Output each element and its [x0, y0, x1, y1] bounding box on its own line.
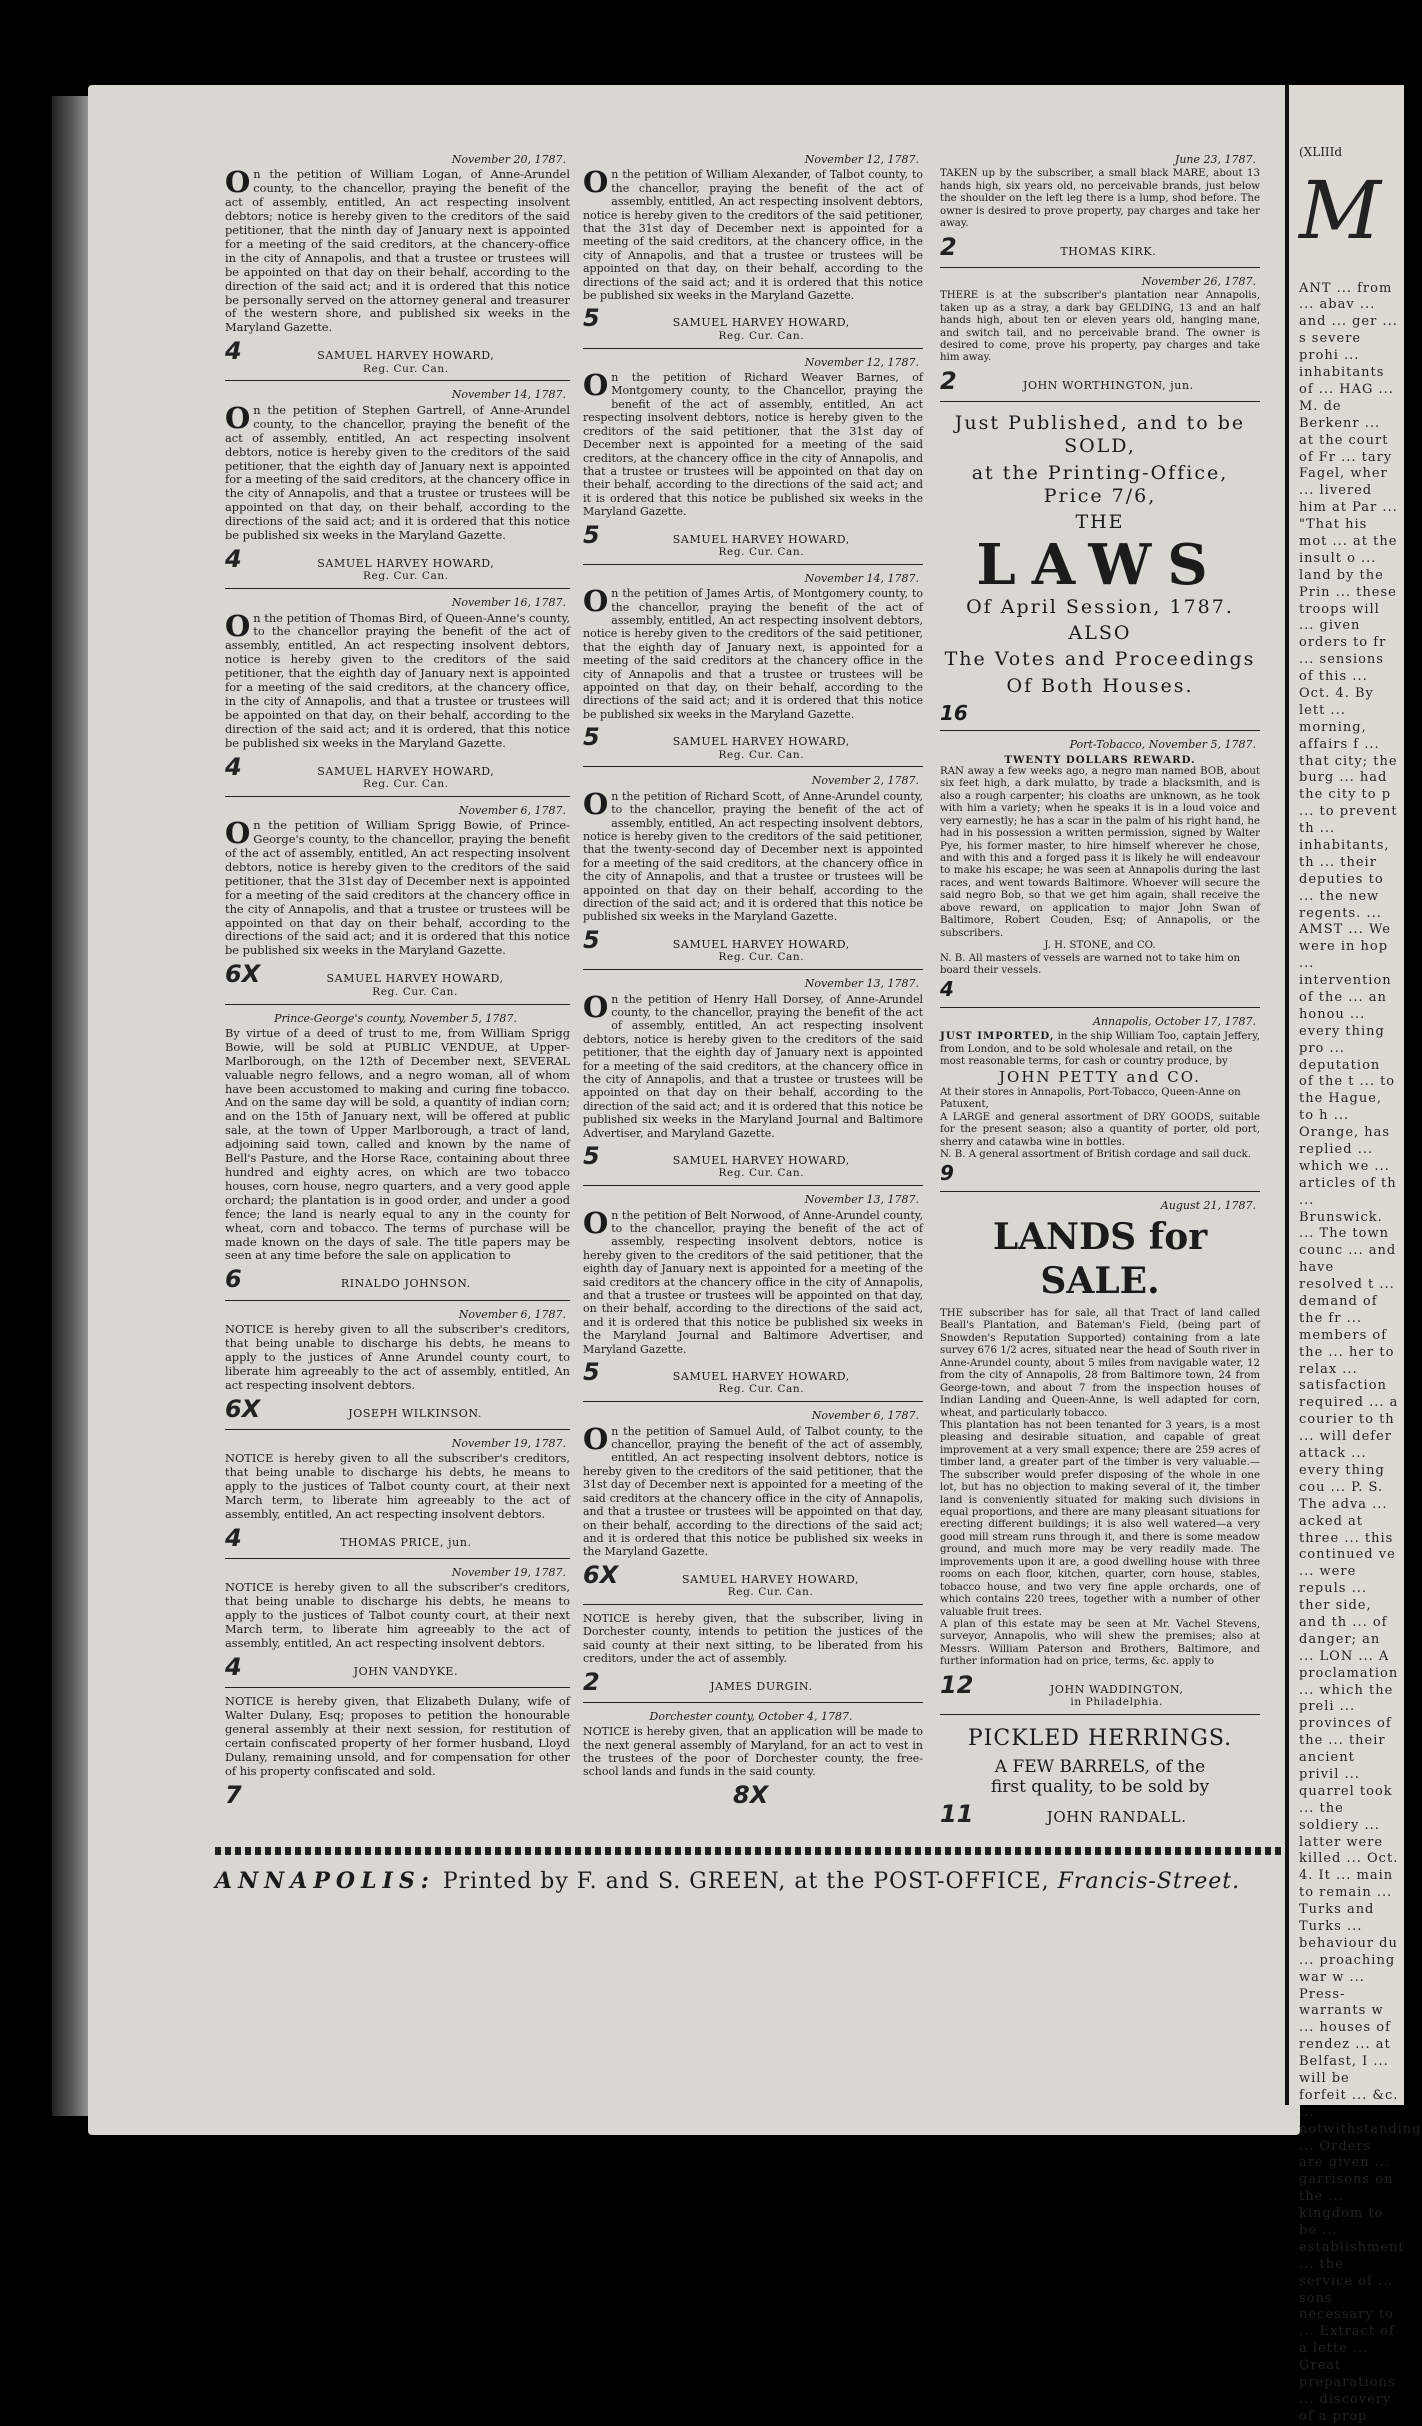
notice-text: By virtue of a deed of trust to me, from William Sprigg Bowie, will be sold at PUBLIC VENDUE, at Upper-Marlborough, on the 12th of December next, SEVERAL valuable negro fellows, and a negro woman, all of whom have been accustomed to making and curing fine tobacco. And on the same day will be sold, a quantity of indian corn; and on the 15th of January next, will be offered at public sale, at the town of Upper Marlborough, a tract of land, adjoining said town, called and known by the name of Bell's Pasture, and the Horse Race, containing about three hundred and eighty acres, on which are two tobacco houses, corn house, negro quarters, and a very good apple orchard; the plantation is in good order, and under a good fence; the land is nearly equal to any in the county for wheat, corn and tobacco. The terms of purchase will be made known on the days of sale. The title papers may be seen at any time before the sale on application to — [225, 1025, 570, 1263]
stray-mare-notice — [940, 150, 1260, 268]
herrings-line-2: first quality, to be sold by — [990, 1777, 1210, 1798]
notice-signature — [583, 304, 923, 342]
signature-name: THOMAS PRICE, jun. — [340, 1535, 472, 1549]
notice-date: November 19, 1787. — [451, 1565, 566, 1579]
signature-name: THOMAS KIRK. — [1060, 244, 1157, 258]
notice-signature — [225, 753, 570, 791]
insolvency-notice — [583, 1609, 923, 1703]
signature-name: SAMUEL HARVEY HOWARD, — [672, 735, 850, 749]
handwritten-mark: 5 — [583, 304, 600, 333]
firm-name: JOHN PETTY and CO. — [999, 1068, 1201, 1087]
legal-notice — [583, 353, 923, 565]
sale-notice — [225, 1009, 570, 1301]
signature-name: SAMUEL HARVEY HOWARD, — [326, 972, 504, 986]
notice-date: November 6, 1787. — [811, 1409, 919, 1423]
notice-signature — [583, 1561, 923, 1599]
notice-date: November 13, 1787. — [804, 1193, 919, 1207]
notice-date: Prince-George's county, November 5, 1787. — [274, 1011, 517, 1025]
laws-also: ALSO — [1068, 622, 1132, 645]
signature-name: SAMUEL HARVEY HOWARD, — [672, 316, 850, 330]
legal-notice — [225, 593, 570, 797]
notice-text-continued: This plantation has not been tenanted for 3 years, is a most pleasing and desirable situation, and capable of great improvement at a very small expence; there are 259 acres of timber land, a greater part of the timber is very valuable.—The subscriber would prefer disposing of the whole in one lot, but has no objection to making several of it, the timber land is conveniently situated for making such divisions in equal proportions, and there are many pleasant situations for erecting different buildings; it is also well watered—a very good mill stream runs through it, and there is some meadow ground, and much more may be very readily made. The improvements upon it are, a good dwelling house with three rooms on each floor, kitchen, quarter, corn house, stables, tobacco house, and two very fine apple orchards, one of which contains 220 trees, together with a number of other valuable fruit trees. — [940, 1419, 1260, 1618]
reward-heading: TWENTY DOLLARS REWARD. — [1004, 753, 1196, 766]
lands-for-sale-notice — [940, 1196, 1260, 1715]
goods-description: A LARGE and general assortment of DRY GOODS, suitable for the present season; also a quantity of porter, old port, sherry and catawba wine in bottles. — [940, 1111, 1260, 1148]
laws-the: THE — [1075, 510, 1125, 533]
notice-date: November 26, 1787. — [1141, 274, 1256, 288]
signature-name: JOHN VANDYKE. — [353, 1664, 459, 1678]
notice-signature — [583, 723, 923, 761]
imported-note: N. B. A general assortment of British cordage and sail duck. — [940, 1148, 1251, 1160]
legal-notice — [225, 150, 570, 381]
notice-text: NOTICE is hereby given, that an application will be made to the next general assembly of Maryland, for an act to vest in the trustees of the poor of Dorchester county, the free-school lands and funds in the said county. — [583, 1725, 923, 1779]
notice-date: June 23, 1787. — [1174, 153, 1256, 166]
insolvency-notice — [225, 1434, 570, 1559]
legal-notice — [583, 569, 923, 768]
handwritten-mark: 5 — [583, 925, 600, 954]
legal-notice — [225, 385, 570, 589]
notice-date: November 19, 1787. — [451, 1436, 566, 1450]
adjacent-page — [1285, 85, 1422, 2424]
reward-note: N. B. All masters of vessels are warned not to take him on board their vessels. — [940, 952, 1241, 976]
signature-name: J. H. STONE, and CO. — [1044, 940, 1156, 952]
imported-heading: JUST IMPORTED, — [940, 1030, 1055, 1043]
notice-date: August 21, 1787. — [1160, 1198, 1256, 1212]
notice-date: Dorchester county, October 4, 1787. — [649, 1709, 853, 1723]
notice-signature — [940, 1800, 1260, 1829]
notice-text: On the petition of Richard Scott, of Anne-Arundel county, to the chancellor, praying the benefit of the act of assembly, entitled, An act respecting insolvent debtors, notice is hereby given to the creditors of the said petitioner, that the twenty-second day of December next is appointed for a meeting of the said creditors, at the chancery office in the city of Annapolis, and that a trustee or trustees will be appointed on that day on their behalf, according to the direction of the said act; and it is ordered that this notice be published six weeks in the Maryland Gazette. — [583, 786, 923, 924]
adjacent-page-content — [1299, 145, 1422, 2426]
notice-signature — [225, 337, 570, 375]
notice-text: TAKEN up by the subscriber, a small black MARE, about 13 hands high, six years old, no perceivable brands, just below the shoulder on the left leg there is a lump, shod before. The owner is desired to prove property, pay charges and take her away. — [940, 168, 1260, 230]
notice-signature — [583, 1668, 923, 1697]
handwritten-mark: 6X — [583, 1560, 619, 1589]
notice-date: November 14, 1787. — [804, 571, 919, 585]
imprint-street: Francis-Street. — [1057, 1869, 1241, 1894]
reward-notice — [940, 735, 1260, 1008]
signature-name: SAMUEL HARVEY HOWARD, — [672, 1370, 850, 1384]
handwritten-mark: 4 — [225, 544, 242, 573]
notice-text: THERE is at the subscriber's plantation near Annapolis, taken up as a stray, a dark bay GELDING, 13 and an half hands high, about ten or eleven years old, hanging mane, and switch tail, and no perceivable brand. The owner is desired to come, prove his property, pay charges and take him away. — [940, 290, 1260, 364]
column-3 — [940, 150, 1260, 1838]
signature-name: RINALDO JOHNSON. — [340, 1277, 471, 1291]
notice-signature — [940, 233, 1260, 262]
signature-title: Reg. Cur. Can. — [372, 985, 458, 998]
handwritten-mark: 4 — [225, 337, 242, 366]
herrings-line-1: A FEW BARRELS, of the — [994, 1756, 1206, 1777]
handwritten-mark: 2 — [940, 366, 957, 395]
insolvency-notice — [225, 1305, 570, 1430]
handwritten-mark: 4 — [225, 1652, 242, 1681]
notice-date: November 12, 1787. — [804, 153, 919, 166]
notice-signature — [225, 1653, 570, 1682]
legal-notice — [225, 801, 570, 1005]
signature-title: Reg. Cur. Can. — [718, 748, 805, 761]
printer-imprint — [215, 1868, 1285, 1894]
handwritten-mark: 12 — [940, 1670, 974, 1699]
laws-published-line: Just Published, and to be SOLD, — [954, 412, 1246, 458]
imported-goods-notice — [940, 1012, 1260, 1192]
signature-title: Reg. Cur. Can. — [363, 362, 449, 375]
signature-title: Reg. Cur. Can. — [718, 545, 805, 558]
signature-title: Reg. Cur. Can. — [363, 778, 449, 791]
notice-date: November 20, 1787. — [451, 153, 566, 166]
notice-signature — [583, 1781, 923, 1810]
notice-text: RAN away a few weeks ago, a negro man named BOB, about six feet high, a dark mulatto, by trade a blacksmith, and is also a rough carpenter; his cloaths are unknown, as he took with him a variety; when he speaks it is in a loud voice and very earnestly; he has a scar in the palm of his right hand, he had in his possession a written permission, signed by Walter Pye, his former master, to hire himself wherever he chose, and with this and a forged pass it is likely he will endeavour to make his escape; he was seen at Annapolis during the last races, and went towards Baltimore. Whoever will secure the said negro Bob, so that we get him again, shall receive the above reward, on application to major John Swan of Baltimore, Robert Couden, Esq; of Annapolis, or the subscribers. — [940, 765, 1260, 939]
signature-name: SAMUEL HARVEY HOWARD, — [317, 556, 495, 570]
signature-name: SAMUEL HARVEY HOWARD, — [672, 532, 850, 546]
store-locations: At their stores in Annapolis, Port-Tobacco, Queen-Anne on Patuxent, — [940, 1086, 1241, 1111]
signature-name: JAMES DURGIN. — [710, 1679, 813, 1693]
handwritten-mark: 16 — [940, 700, 968, 725]
legal-notice — [583, 974, 923, 1186]
notice-text: NOTICE is hereby given to all the subscriber's creditors, that being unable to discharge his debts, he means to apply to the justices of Talbot county court, at their next March term, to liberate him agreeably to the act of assembly, entitled, An act respecting insolvent debtors. — [225, 1451, 570, 1521]
notice-text: On the petition of Henry Hall Dorsey, of Anne-Arundel county, to the chancellor, praying the benefit of the act of assembly, entitled, An act respecting insolvent debtors, notice is hereby given to the creditors of the said petitioner, that the eighth day of January next is appointed for a meeting of the said creditors, at the chancery office in the city of Annapolis, and that a trustee or trustees will be appointed on that day on their behalf, according to the direction of the said act; and it is ordered that this notice be published six weeks in the Maryland Journal and Baltimore Advertiser, and Maryland Gazette. — [583, 989, 923, 1140]
adjacent-page-text: ANT ... from ... abav ... and ... ger ... s severe prohi ... inhabitants of ... HAG ... M. de Berkenr ... at the court of Fr ... tary Fagel, wher ... livered him at Par ... "That his mot ... at the insult o ... land by the Prin ... these troops will ... given orders to fr ... sensions of this ... Oct. 4. By lett ... morning, affairs f ... that city; the burg ... had the city to p ... to prevent th ... inhabitants, th ... their deputies to ... the new regents. ... AMST ... We were in hop ... intervention of the ... an honou ... every thing pro ... deputation of the t ... to the Hague, to h ... Orange, has replied ... which we ... articles of th ... Brunswick. ... The town counc ... and have resolved t ... demand of the fr ... members of the ... her to relax ... satisfaction required ... a courier to th ... will defer attack ... every thing cou ... P. S. The adva ... acked at three ... this continued ve ... were repuls ... ther side, and th ... of danger; an ... LON ... A proclamation ... which the preli ... provinces of the ... their ancient privil ... quarrel took ... the soldiery ... latter were killed ... Oct. 4. It ... main to remain ... Turks and Turks ... behaviour du ... proaching war w ... Press-warrants w ... houses of rendez ... at Belfast, I ... will be forfeit ... &c. ... notwithstanding ... Orders are given ... garrisons on the ... kingdom to be ... establishment ... the service of ... sons necessary to ... Extract of a lette ... Great preparations ... discovery of a prop — [1299, 280, 1422, 2424]
notice-date: November 6, 1787. — [458, 803, 566, 817]
legal-notice — [583, 1406, 923, 1605]
notice-signature — [225, 1395, 570, 1424]
handwritten-mark: 4 — [940, 977, 954, 1002]
notice-text: On the petition of Belt Norwood, of Anne-Arundel county, to the chancellor, praying the benefit of the act of assembly, respecting insolvent debtors, notice is hereby given to the creditors of the said petitioner, that the eighth day of January next is appointed for a meeting of the said creditors at the chancery office in the city of Annapolis, and that a trustee or trustees will be appointed on that day, on their behalf, according to the directions of the said act, and it is ordered that this notice be published six weeks in the Maryland Journal and Baltimore Advertiser, and Maryland Gazette. — [583, 1205, 923, 1356]
laws-houses: Of Both Houses. — [1006, 674, 1194, 697]
notice-text: On the petition of Stephen Gartrell, of Anne-Arundel county, to the chancellor, praying the benefit of the act of assembly, entitled, An act respecting insolvent debtors, notice is hereby given to the creditors of the said petitioner, that the eighth day of January next is appointed for a meeting of the said creditors, at the chancery office in the city of Annapolis, and that a trustee or trustees will be appointed on that day, on their behalf, according to the directions of the said act; and it is ordered that this notice be published six weeks in the Maryland Gazette. — [225, 400, 570, 543]
signature-name: SAMUEL HARVEY HOWARD, — [672, 1153, 850, 1167]
notice-date: November 14, 1787. — [451, 388, 566, 402]
signature-name: JOSEPH WILKINSON. — [348, 1406, 482, 1420]
handwritten-mark: 11 — [940, 1800, 974, 1829]
signature-name: SAMUEL HARVEY HOWARD, — [317, 349, 495, 363]
laws-votes: The Votes and Proceedings — [944, 648, 1256, 671]
signature-title: Reg. Cur. Can. — [718, 329, 805, 342]
herrings-heading: PICKLED HERRINGS. — [967, 1725, 1233, 1751]
notice-date: Annapolis, October 17, 1787. — [1092, 1014, 1256, 1028]
signature-title: Reg. Cur. Can. — [718, 1383, 805, 1396]
notice-text: On the petition of James Artis, of Montgomery county, to the chancellor, praying the benefit of the act of assembly, entitled, An act respecting insolvent debtors, notice is hereby given to the creditors of the said petitioner, that the eighth day of January next, is appointed for a meeting of the said creditors at the chancery office in the city of Annapolis and that a trustee or trustees will be appointed on that day, on their behalf, according to the directions of the said act; and it is ordered that this notice be published six weeks in the Maryland Gazette. — [583, 584, 923, 721]
notice-signature — [225, 960, 570, 998]
notice-signature — [583, 926, 923, 964]
assembly-notice — [583, 1707, 923, 1815]
handwritten-mark: 5 — [583, 1358, 600, 1387]
notice-text: THE subscriber has for sale, all that Tract of land called Beall's Plantation, and Bateman's Field, (being part of Snowden's Reputation Supported) containing from a late survey 676 1/2 acres, situated near the head of South river in Anne-Arundel county, about 5 miles from navigable water, 12 from the city of Annapolis, 28 from Baltimore town, 24 from George-town, and about 7 from the inspection houses of Indian Landing and Queen-Anne, is well adapted for corn, wheat, and particularly tobacco. — [940, 1308, 1260, 1419]
notice-date: Port-Tobacco, November 5, 1787. — [1069, 738, 1256, 752]
signature-name: JOHN RANDALL. — [1046, 1808, 1187, 1827]
handwritten-mark: 6X — [225, 1394, 261, 1423]
notice-date: November 13, 1787. — [804, 977, 919, 991]
signature-title: Reg. Cur. Can. — [718, 951, 805, 964]
signature-name: JOHN WORTHINGTON, jun. — [1022, 378, 1194, 392]
book-binding-edge — [52, 96, 90, 2116]
handwritten-mark: 9 — [940, 1161, 954, 1186]
notice-date: November 6, 1787. — [458, 1307, 566, 1321]
signature-title: Reg. Cur. Can. — [727, 1586, 814, 1599]
signature-name: SAMUEL HARVEY HOWARD, — [682, 1572, 860, 1586]
handwritten-mark: 6 — [225, 1265, 242, 1294]
notice-signature — [583, 1358, 923, 1396]
column-2 — [583, 150, 923, 1819]
stray-gelding-notice — [940, 272, 1260, 402]
notice-text: NOTICE is hereby given to all the subscriber's creditors, that being unable to discharge his debts, he means to apply to the justices of Anne Arundel county court, to liberate him agreeably to the act of assembly, entitled, An act respecting insolvent debtors. — [225, 1321, 570, 1392]
legal-notice — [583, 1190, 923, 1402]
handwritten-mark: 4 — [225, 752, 242, 781]
column-1 — [225, 150, 570, 1819]
handwritten-mark: 4 — [225, 1523, 242, 1552]
notice-text: NOTICE is hereby given to all the subscriber's creditors, that being unable to discharge his debts, he means to apply to the justices of Talbot county court, at their next March term, to liberate him agreeably to the act of assembly, entitled, An act respecting insolvent debtors. — [225, 1580, 570, 1651]
adjacent-page-number: (XLIIId — [1299, 145, 1343, 159]
signature-location: in Philadelphia. — [1070, 1696, 1163, 1709]
notice-signature — [225, 1265, 570, 1294]
handwritten-mark: 8X — [733, 1780, 769, 1809]
notice-signature — [940, 367, 1260, 396]
notice-text: NOTICE is hereby given, that the subscriber, living in Dorchester county, intends to petition the justices of the said county at their next sitting, to be liberated from his creditors, under the act of assembly. — [583, 1611, 923, 1666]
notice-text: On the petition of Richard Weaver Barnes, of Montgomery county, to the Chancellor, praying the benefit of the act of assembly, entitled, An act respecting insolvent debtors, notice is hereby given to the creditors of the said petitioner, that the 31st day of December next is appointed for a meeting of the said creditors, at the chancery office in the city of Annapolis, and that a trustee or trustees will be appointed on that day on their behalf, according to the directions of the said act; and it is ordered that this notice be published six weeks in the Maryland Gazette. — [583, 368, 923, 519]
handwritten-mark: 7 — [225, 1780, 242, 1809]
handwritten-mark: 5 — [583, 1141, 600, 1170]
notice-signature — [940, 1671, 1260, 1709]
imprint-printer: Printed by F. and S. GREEN, at the POST-OFFICE, — [442, 1869, 1050, 1894]
laws-title: LAWS — [976, 532, 1224, 599]
notice-date: November 16, 1787. — [451, 596, 566, 610]
laws-advertisement — [940, 406, 1260, 731]
notice-text: On the petition of William Alexander, of Talbot county, to the chancellor, praying the benefit of the act of assembly, entitled, An act respecting insolvent debtors, notice is hereby given to the creditors of the said petitioner, that the 31st day of December next is appointed for a meeting of the said creditors, at the chancery office, in the city of Annapolis, and that a trustee or trustees will be appointed on that day, on their behalf, according to the directions of the said act; and it is ordered that this notice be published six weeks in the Maryland Gazette. — [583, 165, 923, 303]
notice-date: November 12, 1787. — [804, 355, 919, 369]
handwritten-mark: 2 — [940, 232, 957, 261]
laws-session: Of April Session, 1787. — [966, 596, 1234, 619]
handwritten-mark: 5 — [583, 723, 600, 752]
petition-notice — [225, 1692, 570, 1815]
handwritten-mark: 6X — [225, 960, 261, 989]
signature-title: Reg. Cur. Can. — [363, 570, 449, 583]
legal-notice — [583, 771, 923, 970]
notice-text: On the petition of Thomas Bird, of Queen-Anne's county, to the chancellor praying the benefit of the act of assembly, entitled, An act respecting insolvent debtors, notice is hereby given to the creditors of the said petitioner, that the eighth day of January next is appointed for a meeting of the said creditors, at the chancery office, in the city of Annapolis, and that a trustee or trustees will be appointed on that day, on their behalf, according to the direction of the said act; and it is ordered, that this notice be published six weeks in the Maryland Gazette. — [225, 608, 570, 750]
notice-text: in the ship William Too, captain Jeffery, from London, and to be sold wholesale and retail, on the most reasonable terms, for cash or country produce, by — [940, 1031, 1260, 1068]
notice-text: On the petition of William Logan, of Anne-Arundel county, to the chancellor, praying the benefit of the act of assembly, entitled, An act respecting insolvent debtors; notice is hereby given to the creditors of the said petitioner, that the ninth day of January next is appointed for a meeting of the said creditors, at the chancery-office in the city of Annapolis, and that a trustee or trustees will be appointed on that day on their behalf, according to the direction of the said act; and it is ordered that this notice be personally served on the attorney general and treasurer of the western shore, and published six weeks in the Maryland Gazette. — [225, 165, 570, 335]
notice-signature — [583, 1142, 923, 1180]
notice-signature — [225, 1781, 570, 1810]
signature-name: JOHN WADDINGTON, — [1049, 1682, 1184, 1696]
signature-name: SAMUEL HARVEY HOWARD, — [672, 937, 850, 951]
insolvency-notice — [225, 1563, 570, 1688]
notice-date: November 2, 1787. — [811, 774, 919, 788]
lands-heading: LANDS for SALE. — [992, 1216, 1208, 1303]
notice-text: NOTICE is hereby given, that Elizabeth Dulany, wife of Walter Dulany, Esq; proposes to petition the honourable general assembly at their next session, for restitution of certain confiscated property of her former husband, Lloyd Dulany, remaining unsold, and for compensation for other of his property confiscated and sold. — [225, 1694, 570, 1778]
footer-divider — [215, 1847, 1285, 1855]
legal-notice — [583, 150, 923, 349]
notice-text: On the petition of Samuel Auld, of Talbot county, to the chancellor, praying the benefit of the act of assembly, entitled, An act respecting insolvent debtors, notice is hereby given to the creditors of the said petitioner, that the 31st day of December next is appointed for a meeting of the said creditors at the chancery office in the city of Annapolis, and that a trustee or trustees will be appointed on that day, on their behalf, according to the directions of the said act; and it is ordered that this notice be published six weeks in the Maryland Gazette. — [583, 1421, 923, 1559]
notice-signature — [225, 545, 570, 583]
notice-text: On the petition of William Sprigg Bowie, of Prince-George's county, to the chancellor, praying the benefit of the act of assembly, entitled, An act respecting insolvent debtors, notice is hereby given to the creditors of the said petitioner, that the 31st day of December next is appointed for a meeting of the said creditors at the chancery office in the city of Annapolis, and that a trustee or trustees will be appointed on that day on their behalf, according to the directions of the said act; and it is ordered that this notice be published six weeks in the Maryland Gazette. — [225, 816, 570, 958]
herrings-advertisement — [940, 1719, 1260, 1835]
notice-signature — [225, 1524, 570, 1553]
notice-signature — [583, 521, 923, 559]
signature-name: SAMUEL HARVEY HOWARD, — [317, 764, 495, 778]
notice-text-contact: A plan of this estate may be seen at Mr. Vachel Stevens, surveyor, Annapolis, who will shew the premises; also at Messrs. William Paterson and Brothers, Baltimore, and further information had on price, terms, &c. apply to — [940, 1618, 1260, 1668]
adjacent-masthead-letter: M — [1299, 163, 1381, 257]
laws-price-line: at the Printing-Office, Price 7/6, — [971, 461, 1229, 507]
handwritten-mark: 2 — [583, 1667, 600, 1696]
handwritten-mark: 5 — [583, 520, 600, 549]
signature-title: Reg. Cur. Can. — [718, 1167, 805, 1180]
imprint-place: ANNAPOLIS: — [215, 1868, 435, 1894]
